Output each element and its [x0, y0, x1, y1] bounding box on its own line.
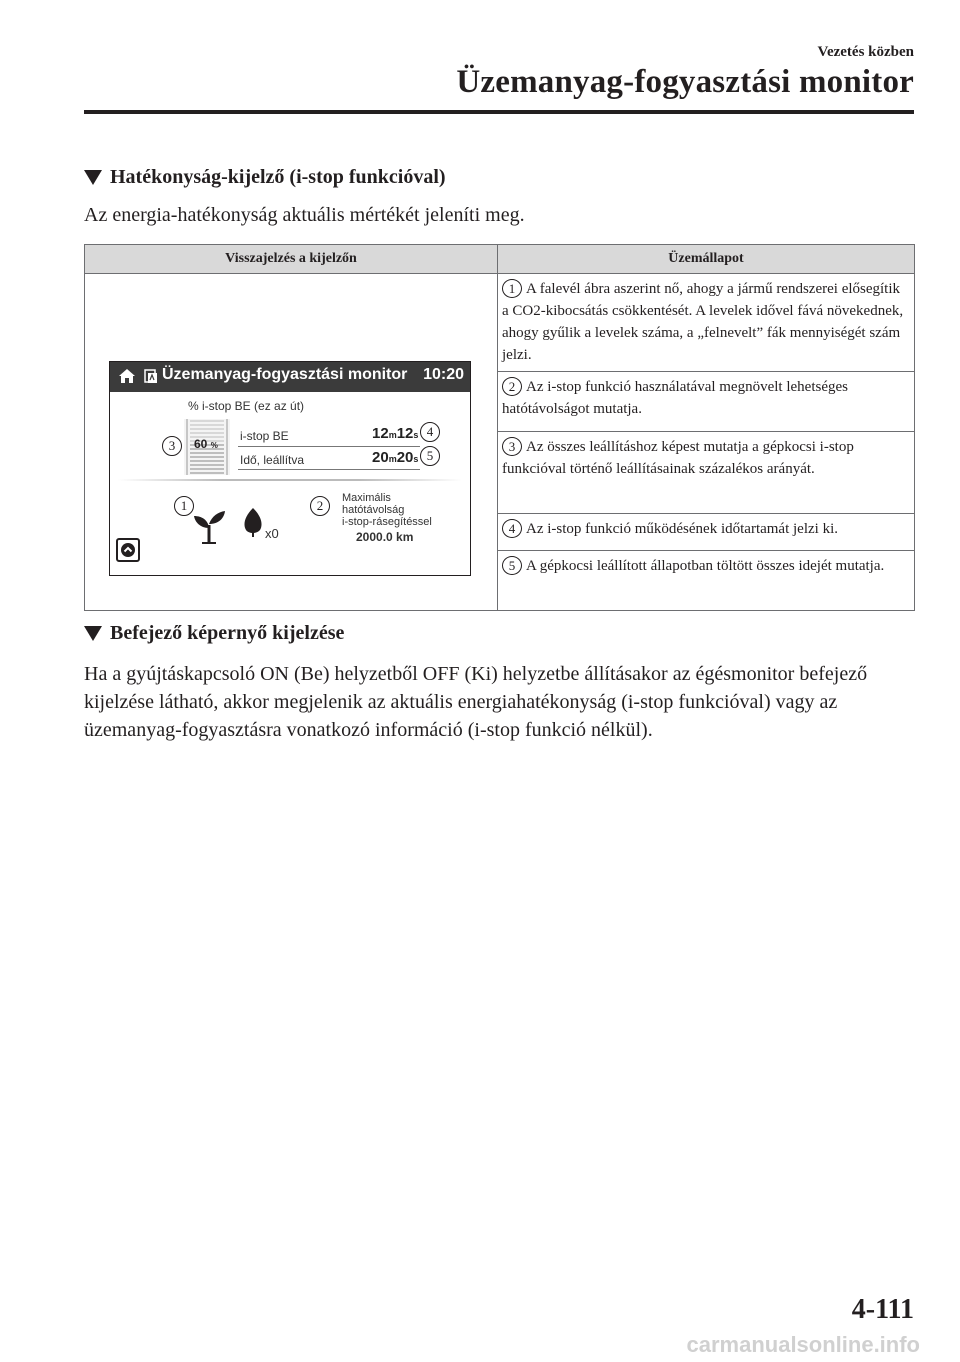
stopped-time-label: Idő, leállítva	[240, 453, 305, 467]
desc-text: Az összes leállításhoz képest mutatja a gépkocsi i-stop funkcióval történő leállításainak százalékos arányát.	[502, 439, 854, 477]
table-cell-desc-2	[498, 372, 915, 432]
gauge-number: 60	[194, 437, 208, 451]
table-cell-desc-3	[498, 432, 915, 514]
table-header-display: Visszajelzés a kijelzőn	[85, 245, 498, 274]
range-label-line3: i-stop-rásegítéssel	[342, 516, 432, 528]
desc-text: A gépkocsi leállított állapotban töltött összes idejét mutatja.	[526, 558, 885, 574]
stopped-seconds: 20	[396, 449, 414, 466]
table-cell-desc-5	[498, 551, 915, 611]
page-number: 4-111	[851, 1294, 914, 1325]
section1-intro: Az energia-hatékonyság aktuális mértékét jeleníti meg.	[84, 204, 525, 226]
istop-on-time	[372, 425, 418, 442]
minute-unit: m	[388, 430, 397, 440]
desc-text: Az i-stop funkció működésének időtartamát jelzi ki.	[526, 521, 838, 537]
section-divider	[118, 479, 462, 481]
table-cell-desc-1	[498, 274, 915, 372]
desc-number: 5	[502, 556, 522, 575]
screen-title: Üzemanyag-fogyasztási monitor	[162, 366, 408, 383]
screen-clock: 10:20	[423, 366, 464, 383]
stopped-time	[372, 449, 418, 466]
desc-text: Az i-stop funkció használatával megnövelt lehetséges hatótávolságot mutatja.	[502, 379, 848, 417]
desc-number: 4	[502, 519, 522, 538]
triangle-bullet-icon	[84, 626, 102, 641]
desc-number: 1	[502, 279, 522, 298]
table-header-row	[85, 245, 915, 274]
callout-2: 2	[310, 496, 330, 516]
section2-title-text: Befejező képernyő kijelzése	[110, 622, 345, 644]
table-row	[85, 274, 915, 372]
table-cell-desc-4	[498, 514, 915, 551]
range-value: 2000.0 km	[356, 530, 414, 544]
istop-seconds: 12	[396, 425, 414, 442]
table-header-state: Üzemállapot	[498, 245, 915, 274]
document-icon	[144, 369, 158, 384]
tree-count: x0	[265, 526, 279, 541]
istop-rule	[238, 446, 420, 447]
back-button[interactable]	[116, 538, 140, 562]
header-rule	[84, 110, 914, 114]
callout-1: 1	[174, 496, 194, 516]
section2-title	[84, 622, 344, 645]
desc-text: A falevél ábra aszerint nő, ahogy a jármű rendszerei elősegítik a CO2-kibocsátás csökkentését. A levelek idővel fává növekednek, ahogy gyűlik a levelek száma, a „felnevelt” fák mennyiségét szám jelzi.	[502, 281, 904, 363]
section1-title	[84, 166, 446, 189]
minute-unit: m	[388, 454, 397, 464]
gauge-value	[194, 437, 218, 451]
header-title: Üzemanyag-fogyasztási monitor	[456, 64, 914, 100]
sprout-leaf-icon	[192, 508, 226, 544]
stopped-rule	[238, 469, 420, 470]
monitor-screen	[109, 361, 471, 576]
tree-leaf-icon	[242, 507, 264, 537]
screen-title-bar	[110, 362, 470, 392]
second-unit: s	[413, 454, 419, 464]
watermark: carmanualsonline.info	[686, 1332, 920, 1357]
callout-5: 5	[420, 446, 440, 466]
range-label-line2: hatótávolság	[342, 504, 405, 516]
section2-paragraph: Ha a gyújtáskapcsoló ON (Be) helyzetből OFF (Ki) helyzetbe állításakor az égésmonitor befejező kijelzése látható, akkor megjelenik az aktuális energiahatékonyság (i-stop funkcióval) vagy az üzemanyag-fogyasztásra vonatkozó információ (i-stop funkció nélkül).	[84, 663, 868, 741]
header-section-label: Vezetés közben	[817, 44, 914, 60]
gauge-unit: %	[210, 441, 218, 450]
desc-number: 3	[502, 437, 522, 456]
istop-percent-label: % i-stop BE (ez az út)	[188, 399, 305, 413]
home-icon	[118, 367, 136, 385]
callout-4: 4	[420, 422, 440, 442]
istop-on-label: i-stop BE	[240, 429, 289, 443]
istop-minutes: 12	[372, 425, 389, 442]
callout-3: 3	[162, 436, 182, 456]
second-unit: s	[413, 430, 419, 440]
display-table	[84, 244, 915, 611]
chevron-up-icon	[121, 543, 135, 557]
stopped-minutes: 20	[372, 449, 389, 466]
screen-figure-cell	[85, 274, 498, 611]
section1-title-text: Hatékonyság-kijelző (i-stop funkcióval)	[110, 166, 446, 188]
triangle-bullet-icon	[84, 170, 102, 185]
range-label-line1: Maximális	[342, 492, 391, 504]
desc-number: 2	[502, 377, 522, 396]
